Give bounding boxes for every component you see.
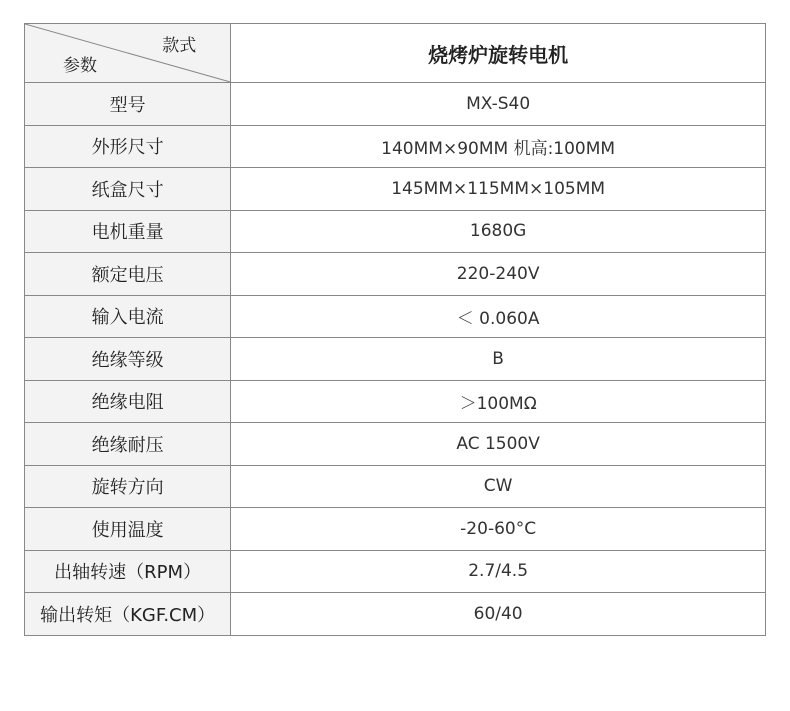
parameter-value: B	[231, 338, 766, 381]
table-row	[25, 125, 766, 168]
table-row	[25, 550, 766, 593]
table-header-row	[25, 24, 766, 83]
table-row	[25, 168, 766, 211]
corner-param-label: 参数	[63, 56, 97, 76]
parameter-value: -20-60°C	[231, 508, 766, 551]
parameter-label: 外形尺寸	[25, 125, 231, 168]
table-row	[25, 253, 766, 296]
parameter-label: 型号	[25, 83, 231, 126]
table-row	[25, 593, 766, 636]
spec-table	[24, 23, 766, 636]
parameter-label: 额定电压	[25, 253, 231, 296]
parameter-value: 60/40	[231, 593, 766, 636]
parameter-value: CW	[231, 465, 766, 508]
parameter-label: 使用温度	[25, 508, 231, 551]
parameter-label: 绝缘耐压	[25, 423, 231, 466]
parameter-value: AC 1500V	[231, 423, 766, 466]
parameter-value: ＜ 0.060A	[231, 295, 766, 338]
table-row	[25, 83, 766, 126]
parameter-value: 1680G	[231, 210, 766, 253]
parameter-value: 220-240V	[231, 253, 766, 296]
corner-header-cell	[25, 24, 231, 83]
parameter-label: 绝缘电阻	[25, 380, 231, 423]
parameter-label: 旋转方向	[25, 465, 231, 508]
table-row	[25, 465, 766, 508]
table-row	[25, 210, 766, 253]
table-row	[25, 295, 766, 338]
parameter-label: 出轴转速（RPM）	[25, 550, 231, 593]
parameter-value: 2.7/4.5	[231, 550, 766, 593]
parameter-label: 输入电流	[25, 295, 231, 338]
table-row	[25, 380, 766, 423]
table-row	[25, 423, 766, 466]
table-row	[25, 338, 766, 381]
parameter-value: 145MM×115MM×105MM	[231, 168, 766, 211]
table-row	[25, 508, 766, 551]
diagonal-divider	[25, 24, 230, 82]
product-title: 烧烤炉旋转电机	[231, 24, 766, 83]
parameter-value: ＞100MΩ	[231, 380, 766, 423]
parameter-label: 输出转矩（KGF.CM）	[25, 593, 231, 636]
corner-style-label: 款式	[162, 36, 197, 56]
parameter-label: 纸盒尺寸	[25, 168, 231, 211]
parameter-label: 电机重量	[25, 210, 231, 253]
parameter-label: 绝缘等级	[25, 338, 231, 381]
parameter-value: MX-S40	[231, 83, 766, 126]
parameter-value: 140MM×90MM 机高:100MM	[231, 125, 766, 168]
